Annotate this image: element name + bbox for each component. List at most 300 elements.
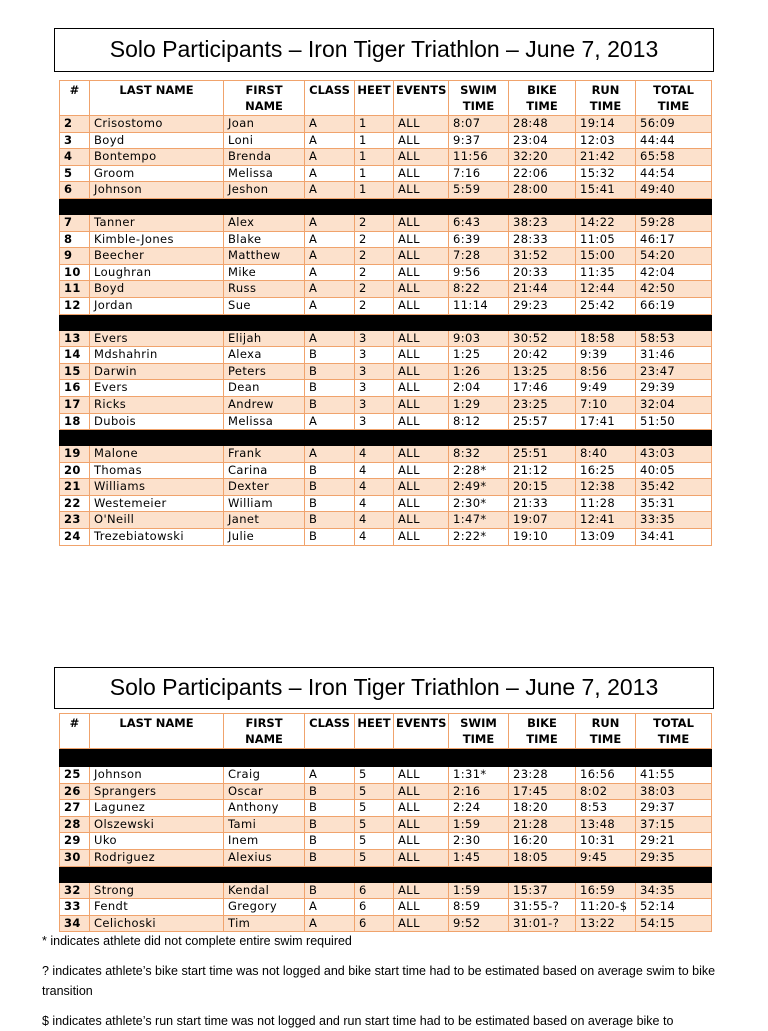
cell-class: B	[305, 529, 355, 546]
cell-last-name: Mdshahrin	[90, 347, 224, 364]
cell-bike: 21:28	[509, 816, 576, 833]
cell-class: B	[305, 495, 355, 512]
results-body-2	[60, 767, 712, 932]
cell-swim: 5:59	[449, 182, 509, 199]
cell-swim: 2:16	[449, 783, 509, 800]
cell-swim: 1:25	[449, 347, 509, 364]
cell-number: 24	[60, 529, 90, 546]
cell-run: 8:40	[576, 446, 636, 463]
cell-total: 32:04	[636, 396, 712, 413]
cell-first-name: Oscar	[224, 783, 305, 800]
cell-run: 9:39	[576, 347, 636, 364]
cell-last-name: Boyd	[90, 281, 224, 298]
cell-run: 16:25	[576, 462, 636, 479]
cell-bike: 20:33	[509, 264, 576, 281]
cell-run: 17:41	[576, 413, 636, 430]
col-run: RUN TIME	[576, 81, 636, 116]
cell-swim: 9:52	[449, 915, 509, 932]
cell-number: 18	[60, 413, 90, 430]
table-row	[60, 182, 712, 199]
cell-events: ALL	[394, 783, 449, 800]
cell-heet: 6	[355, 882, 394, 899]
cell-events: ALL	[394, 479, 449, 496]
cell-first-name: Dean	[224, 380, 305, 397]
cell-heet: 1	[355, 132, 394, 149]
cell-bike: 31:01-?	[509, 915, 576, 932]
cell-events: ALL	[394, 495, 449, 512]
heat-separator	[60, 198, 712, 214]
table-row	[60, 767, 712, 784]
cell-total: 40:05	[636, 462, 712, 479]
cell-class: B	[305, 800, 355, 817]
col-class: CLASS	[305, 81, 355, 116]
cell-run: 15:41	[576, 182, 636, 199]
cell-events: ALL	[394, 512, 449, 529]
cell-heet: 3	[355, 363, 394, 380]
table-row	[60, 214, 712, 231]
cell-heet: 1	[355, 116, 394, 133]
cell-first-name: Melissa	[224, 165, 305, 182]
cell-last-name: Trezebiatowski	[90, 529, 224, 546]
cell-bike: 30:52	[509, 330, 576, 347]
cell-number: 32	[60, 882, 90, 899]
col-heet: HEET	[355, 714, 394, 749]
cell-total: 33:35	[636, 512, 712, 529]
table-row	[60, 800, 712, 817]
table-row	[60, 783, 712, 800]
cell-heet: 4	[355, 479, 394, 496]
cell-bike: 18:20	[509, 800, 576, 817]
cell-class: A	[305, 248, 355, 265]
cell-number: 34	[60, 915, 90, 932]
cell-number: 33	[60, 899, 90, 916]
cell-last-name: Uko	[90, 833, 224, 850]
cell-first-name: Alex	[224, 214, 305, 231]
cell-swim: 2:22*	[449, 529, 509, 546]
table-row	[60, 264, 712, 281]
cell-last-name: Bontempo	[90, 149, 224, 166]
cell-events: ALL	[394, 214, 449, 231]
cell-total: 44:54	[636, 165, 712, 182]
cell-first-name: Andrew	[224, 396, 305, 413]
cell-class: B	[305, 396, 355, 413]
cell-class: A	[305, 116, 355, 133]
cell-number: 19	[60, 446, 90, 463]
cell-number: 14	[60, 347, 90, 364]
cell-bike: 20:42	[509, 347, 576, 364]
cell-heet: 3	[355, 330, 394, 347]
cell-events: ALL	[394, 231, 449, 248]
cell-run: 11:05	[576, 231, 636, 248]
cell-swim: 8:22	[449, 281, 509, 298]
cell-heet: 2	[355, 264, 394, 281]
table-row	[60, 132, 712, 149]
table-row	[60, 116, 712, 133]
cell-first-name: Peters	[224, 363, 305, 380]
cell-first-name: Joan	[224, 116, 305, 133]
cell-swim: 8:12	[449, 413, 509, 430]
cell-bike: 23:25	[509, 396, 576, 413]
cell-total: 56:09	[636, 116, 712, 133]
cell-last-name: Strong	[90, 882, 224, 899]
table-row	[60, 297, 712, 314]
cell-events: ALL	[394, 165, 449, 182]
cell-class: B	[305, 380, 355, 397]
cell-bike: 18:05	[509, 849, 576, 866]
cell-swim: 9:03	[449, 330, 509, 347]
cell-events: ALL	[394, 833, 449, 850]
col-total: TOTAL TIME	[636, 714, 712, 749]
cell-run: 8:56	[576, 363, 636, 380]
cell-number: 15	[60, 363, 90, 380]
cell-bike: 21:33	[509, 495, 576, 512]
cell-run: 13:48	[576, 816, 636, 833]
cell-heet: 5	[355, 800, 394, 817]
cell-bike: 28:48	[509, 116, 576, 133]
cell-class: A	[305, 214, 355, 231]
header-row	[60, 81, 712, 116]
cell-events: ALL	[394, 297, 449, 314]
cell-last-name: Johnson	[90, 182, 224, 199]
cell-first-name: Anthony	[224, 800, 305, 817]
cell-events: ALL	[394, 347, 449, 364]
table-row	[60, 529, 712, 546]
cell-class: A	[305, 446, 355, 463]
col-number: #	[60, 81, 90, 116]
cell-events: ALL	[394, 149, 449, 166]
table-row	[60, 512, 712, 529]
cell-swim: 7:28	[449, 248, 509, 265]
cell-heet: 3	[355, 396, 394, 413]
cell-number: 10	[60, 264, 90, 281]
col-swim: SWIM TIME	[449, 714, 509, 749]
col-last-name: LAST NAME	[90, 81, 224, 116]
table-row	[60, 248, 712, 265]
cell-class: A	[305, 297, 355, 314]
table-row	[60, 915, 712, 932]
col-number: #	[60, 714, 90, 749]
cell-first-name: Brenda	[224, 149, 305, 166]
cell-total: 41:55	[636, 767, 712, 784]
cell-class: A	[305, 182, 355, 199]
cell-run: 15:32	[576, 165, 636, 182]
cell-bike: 13:25	[509, 363, 576, 380]
cell-number: 13	[60, 330, 90, 347]
cell-class: A	[305, 165, 355, 182]
cell-last-name: Johnson	[90, 767, 224, 784]
cell-first-name: Loni	[224, 132, 305, 149]
results-table-1	[59, 80, 712, 546]
cell-first-name: Craig	[224, 767, 305, 784]
cell-events: ALL	[394, 800, 449, 817]
cell-swim: 2:28*	[449, 462, 509, 479]
cell-number: 17	[60, 396, 90, 413]
cell-class: B	[305, 462, 355, 479]
cell-total: 29:39	[636, 380, 712, 397]
cell-class: A	[305, 149, 355, 166]
cell-events: ALL	[394, 915, 449, 932]
cell-events: ALL	[394, 116, 449, 133]
cell-run: 9:49	[576, 380, 636, 397]
cell-swim: 1:59	[449, 882, 509, 899]
cell-bike: 28:00	[509, 182, 576, 199]
cell-class: B	[305, 849, 355, 866]
cell-number: 27	[60, 800, 90, 817]
footnote-dollar: $ indicates athlete’s run start time was not logged and run start time had to be estimated based on average bike to	[42, 1014, 674, 1028]
cell-bike: 32:20	[509, 149, 576, 166]
col-bike: BIKE TIME	[509, 81, 576, 116]
cell-events: ALL	[394, 882, 449, 899]
cell-swim: 11:14	[449, 297, 509, 314]
cell-number: 16	[60, 380, 90, 397]
cell-last-name: Beecher	[90, 248, 224, 265]
cell-last-name: Groom	[90, 165, 224, 182]
cell-run: 13:09	[576, 529, 636, 546]
cell-events: ALL	[394, 132, 449, 149]
cell-swim: 1:31*	[449, 767, 509, 784]
cell-first-name: Elijah	[224, 330, 305, 347]
footnote-question: ? indicates athlete’s bike start time was not logged and bike start time had to be estimated based on average swim to bike transition	[42, 964, 716, 998]
cell-swim: 8:32	[449, 446, 509, 463]
cell-last-name: Ricks	[90, 396, 224, 413]
cell-run: 12:44	[576, 281, 636, 298]
cell-number: 21	[60, 479, 90, 496]
cell-number: 3	[60, 132, 90, 149]
cell-first-name: Frank	[224, 446, 305, 463]
cell-swim: 2:24	[449, 800, 509, 817]
cell-number: 26	[60, 783, 90, 800]
cell-run: 11:28	[576, 495, 636, 512]
heat-separator	[60, 866, 712, 882]
cell-first-name: Jeshon	[224, 182, 305, 199]
cell-last-name: Rodriguez	[90, 849, 224, 866]
cell-class: B	[305, 783, 355, 800]
cell-number: 29	[60, 833, 90, 850]
cell-class: B	[305, 816, 355, 833]
cell-total: 29:21	[636, 833, 712, 850]
col-class: CLASS	[305, 714, 355, 749]
cell-number: 11	[60, 281, 90, 298]
cell-class: B	[305, 833, 355, 850]
cell-bike: 25:57	[509, 413, 576, 430]
cell-number: 20	[60, 462, 90, 479]
cell-run: 8:53	[576, 800, 636, 817]
cell-last-name: Fendt	[90, 899, 224, 916]
table-row	[60, 899, 712, 916]
cell-last-name: Loughran	[90, 264, 224, 281]
cell-last-name: Crisostomo	[90, 116, 224, 133]
cell-heet: 1	[355, 165, 394, 182]
cell-swim: 1:47*	[449, 512, 509, 529]
table-row	[60, 495, 712, 512]
table-row	[60, 363, 712, 380]
cell-first-name: Kendal	[224, 882, 305, 899]
cell-number: 4	[60, 149, 90, 166]
cell-run: 15:00	[576, 248, 636, 265]
cell-heet: 1	[355, 182, 394, 199]
cell-first-name: William	[224, 495, 305, 512]
cell-class: A	[305, 231, 355, 248]
cell-bike: 19:07	[509, 512, 576, 529]
table-row	[60, 833, 712, 850]
cell-total: 65:58	[636, 149, 712, 166]
cell-swim: 1:45	[449, 849, 509, 866]
cell-last-name: Jordan	[90, 297, 224, 314]
cell-bike: 21:12	[509, 462, 576, 479]
cell-number: 28	[60, 816, 90, 833]
table-row	[60, 330, 712, 347]
cell-bike: 17:46	[509, 380, 576, 397]
cell-total: 23:47	[636, 363, 712, 380]
cell-last-name: Tanner	[90, 214, 224, 231]
cell-heet: 3	[355, 380, 394, 397]
table-row	[60, 149, 712, 166]
cell-heet: 5	[355, 816, 394, 833]
cell-total: 51:50	[636, 413, 712, 430]
cell-swim: 11:56	[449, 149, 509, 166]
cell-bike: 16:20	[509, 833, 576, 850]
cell-last-name: Williams	[90, 479, 224, 496]
cell-heet: 4	[355, 529, 394, 546]
cell-heet: 6	[355, 899, 394, 916]
cell-total: 29:35	[636, 849, 712, 866]
cell-run: 11:35	[576, 264, 636, 281]
cell-number: 2	[60, 116, 90, 133]
cell-bike: 21:44	[509, 281, 576, 298]
cell-bike: 17:45	[509, 783, 576, 800]
cell-last-name: Thomas	[90, 462, 224, 479]
cell-swim: 1:59	[449, 816, 509, 833]
table-row	[60, 446, 712, 463]
cell-number: 23	[60, 512, 90, 529]
cell-heet: 6	[355, 915, 394, 932]
col-swim: SWIM TIME	[449, 81, 509, 116]
cell-number: 7	[60, 214, 90, 231]
cell-class: A	[305, 767, 355, 784]
cell-run: 12:03	[576, 132, 636, 149]
cell-events: ALL	[394, 396, 449, 413]
cell-first-name: Alexa	[224, 347, 305, 364]
cell-heet: 5	[355, 833, 394, 850]
cell-run: 14:22	[576, 214, 636, 231]
cell-last-name: Dubois	[90, 413, 224, 430]
cell-number: 30	[60, 849, 90, 866]
cell-number: 22	[60, 495, 90, 512]
cell-heet: 2	[355, 231, 394, 248]
table-row	[60, 281, 712, 298]
cell-first-name: Carina	[224, 462, 305, 479]
cell-class: B	[305, 512, 355, 529]
cell-bike: 31:55-?	[509, 899, 576, 916]
cell-last-name: Olszewski	[90, 816, 224, 833]
cell-last-name: Boyd	[90, 132, 224, 149]
cell-events: ALL	[394, 849, 449, 866]
heat-separator	[60, 430, 712, 446]
cell-class: B	[305, 882, 355, 899]
cell-total: 29:37	[636, 800, 712, 817]
cell-swim: 2:30*	[449, 495, 509, 512]
cell-first-name: Janet	[224, 512, 305, 529]
cell-last-name: Lagunez	[90, 800, 224, 817]
cell-heet: 2	[355, 214, 394, 231]
col-heet: HEET	[355, 81, 394, 116]
heat-separator	[60, 749, 712, 767]
cell-total: 37:15	[636, 816, 712, 833]
col-bike: BIKE TIME	[509, 714, 576, 749]
cell-last-name: Westemeier	[90, 495, 224, 512]
header-row	[60, 714, 712, 749]
cell-run: 12:41	[576, 512, 636, 529]
cell-first-name: Mike	[224, 264, 305, 281]
cell-total: 34:35	[636, 882, 712, 899]
table-row	[60, 231, 712, 248]
cell-first-name: Tami	[224, 816, 305, 833]
cell-run: 25:42	[576, 297, 636, 314]
cell-first-name: Julie	[224, 529, 305, 546]
cell-events: ALL	[394, 380, 449, 397]
cell-bike: 31:52	[509, 248, 576, 265]
table-row	[60, 882, 712, 899]
table-row	[60, 479, 712, 496]
cell-total: 35:42	[636, 479, 712, 496]
cell-swim: 2:49*	[449, 479, 509, 496]
cell-total: 38:03	[636, 783, 712, 800]
cell-run: 18:58	[576, 330, 636, 347]
cell-first-name: Inem	[224, 833, 305, 850]
cell-events: ALL	[394, 248, 449, 265]
cell-heet: 2	[355, 297, 394, 314]
cell-number: 6	[60, 182, 90, 199]
cell-heet: 4	[355, 495, 394, 512]
cell-run: 12:38	[576, 479, 636, 496]
cell-total: 35:31	[636, 495, 712, 512]
results-body-1	[60, 116, 712, 546]
cell-bike: 23:28	[509, 767, 576, 784]
cell-bike: 38:23	[509, 214, 576, 231]
cell-heet: 3	[355, 347, 394, 364]
cell-class: A	[305, 132, 355, 149]
cell-class: B	[305, 347, 355, 364]
table-row	[60, 380, 712, 397]
cell-heet: 1	[355, 149, 394, 166]
cell-heet: 4	[355, 462, 394, 479]
cell-swim: 6:39	[449, 231, 509, 248]
cell-heet: 3	[355, 413, 394, 430]
cell-total: 54:15	[636, 915, 712, 932]
cell-class: A	[305, 264, 355, 281]
table-row	[60, 347, 712, 364]
cell-swim: 8:07	[449, 116, 509, 133]
cell-number: 9	[60, 248, 90, 265]
cell-total: 46:17	[636, 231, 712, 248]
cell-number: 8	[60, 231, 90, 248]
cell-events: ALL	[394, 182, 449, 199]
cell-last-name: O'Neill	[90, 512, 224, 529]
cell-run: 19:14	[576, 116, 636, 133]
cell-total: 34:41	[636, 529, 712, 546]
cell-events: ALL	[394, 816, 449, 833]
cell-swim: 2:30	[449, 833, 509, 850]
cell-events: ALL	[394, 363, 449, 380]
cell-last-name: Sprangers	[90, 783, 224, 800]
cell-heet: 2	[355, 248, 394, 265]
cell-number: 25	[60, 767, 90, 784]
cell-total: 42:04	[636, 264, 712, 281]
cell-first-name: Dexter	[224, 479, 305, 496]
cell-class: A	[305, 330, 355, 347]
cell-total: 59:28	[636, 214, 712, 231]
cell-class: A	[305, 413, 355, 430]
